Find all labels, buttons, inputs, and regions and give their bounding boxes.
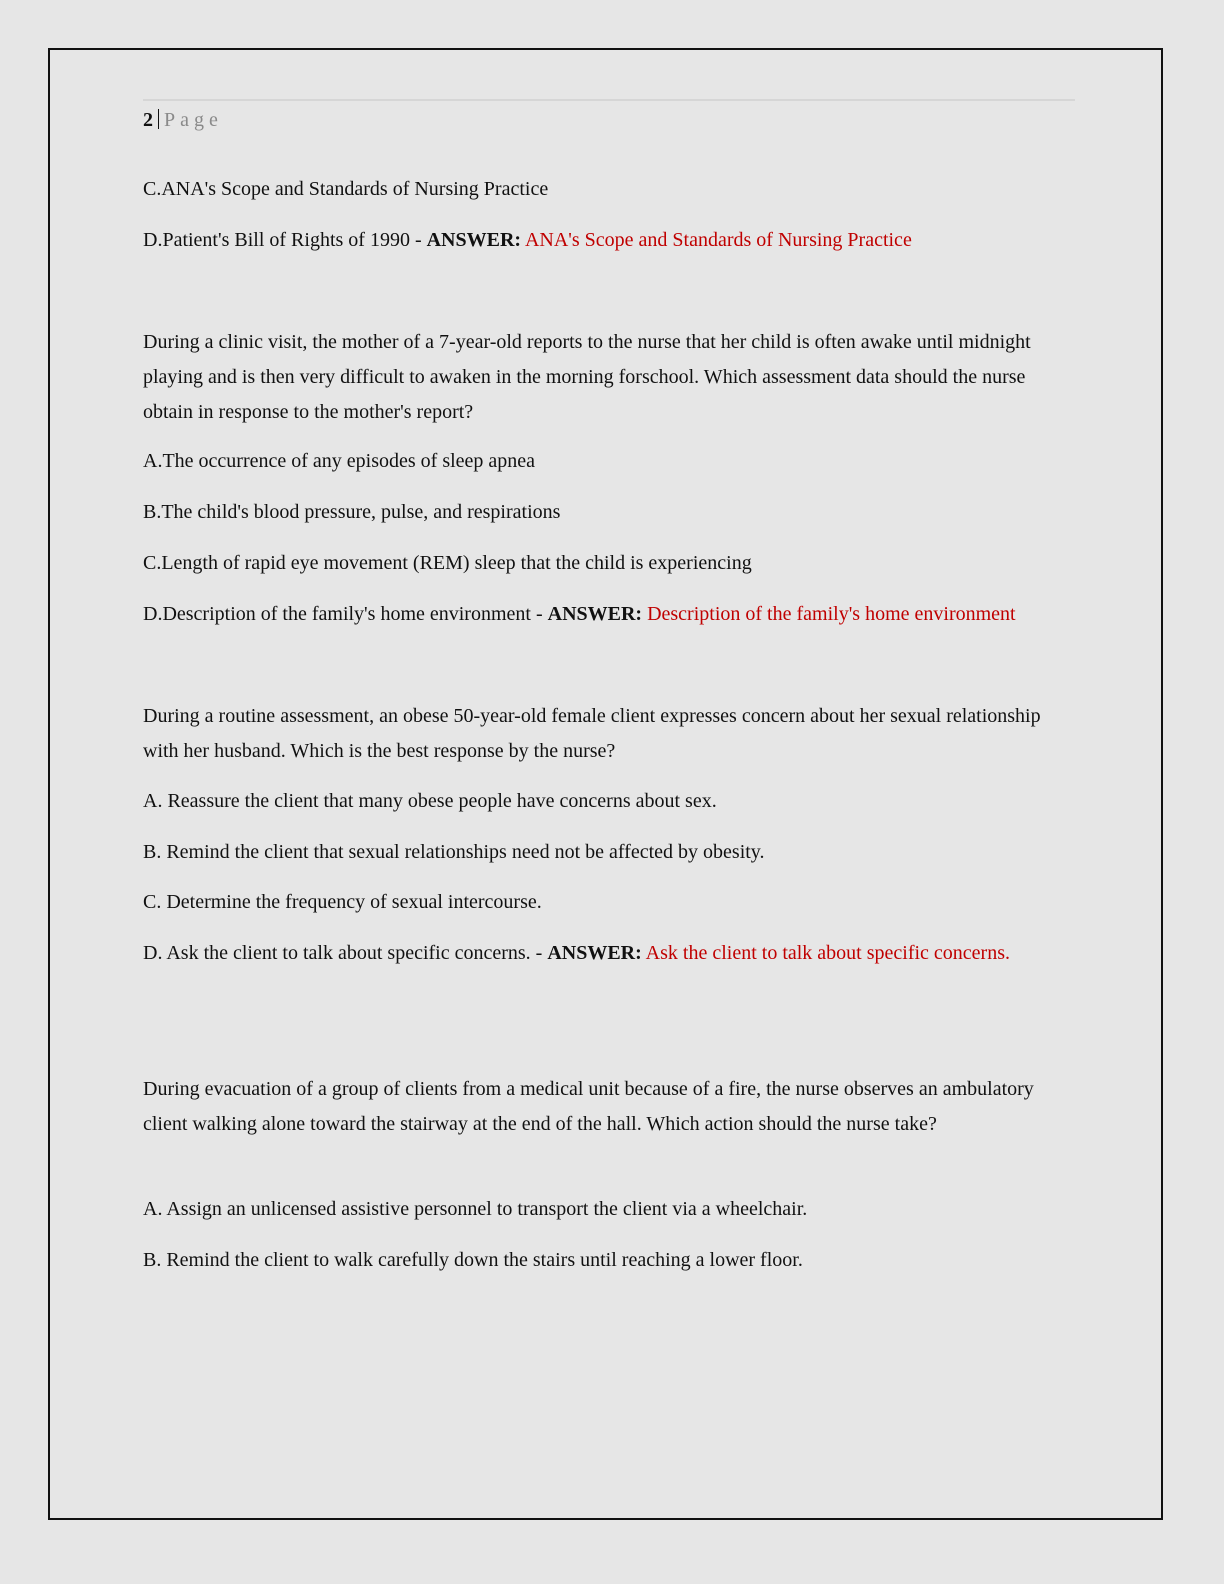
q2-answer-label: ANSWER: xyxy=(547,603,643,625)
q3-option-a: A. Reassure the client that many obese people have concerns about sex. xyxy=(143,790,717,812)
q2-option-a: A.The occurrence of any episodes of sleep apnea xyxy=(143,450,536,472)
q3-question: During a routine assessment, an obese 50-year-old female client expresses concern about her sexual relationship with her husband. Which is the best response by the nurse? xyxy=(143,705,1041,762)
q3-option-d xyxy=(143,936,1013,971)
q2-question: During a clinic visit, the mother of a 7-year-old reports to the nurse that her child is often awake until midnight playing and is then very difficult to awaken in the morning forschool. Which assessment data should the nurse obtain in response to the mother's report? xyxy=(143,331,1031,423)
page-header xyxy=(143,106,223,134)
q1-option-d xyxy=(143,223,912,258)
q4-option-b: B. Remind the client to walk carefully down the stairs until reaching a lower floor. xyxy=(143,1249,803,1271)
q4-question: During evacuation of a group of clients from a medical unit because of a fire, the nurse observes an ambulatory client walking alone toward the stairway at the end of the hall. Which action should the nurse take? xyxy=(143,1078,1034,1135)
q3-option-d-text: D. Ask the client to talk about specific concerns. - xyxy=(143,942,548,964)
page-label: Page xyxy=(164,109,223,131)
q2-option-c: C.Length of rapid eye movement (REM) sleep that the child is experiencing xyxy=(143,552,752,574)
q3-option-c: C. Determine the frequency of sexual intercourse. xyxy=(143,891,542,913)
q2-option-d-text: D.Description of the family's home environment - xyxy=(143,603,548,625)
q1-option-c: C.ANA's Scope and Standards of Nursing Practice xyxy=(143,178,549,200)
q4-option-a: A. Assign an unlicensed assistive personnel to transport the client via a wheelchair. xyxy=(143,1198,808,1220)
header-rule xyxy=(143,99,1075,101)
q3-option-b: B. Remind the client that sexual relationships need not be affected by obesity. xyxy=(143,841,765,863)
q1-option-d-text: D.Patient's Bill of Rights of 1990 - xyxy=(143,229,427,251)
q2-option-d xyxy=(143,597,1016,632)
q3-answer-text: Ask the client to talk about specific concerns. xyxy=(641,942,1011,964)
q2-option-b: B.The child's blood pressure, pulse, and respirations xyxy=(143,501,561,523)
page-separator xyxy=(158,109,159,129)
q1-answer-label: ANSWER: xyxy=(426,229,522,251)
page-number: 2 xyxy=(143,109,153,131)
q1-answer-text: ANA's Scope and Standards of Nursing Practice xyxy=(521,229,912,251)
q2-answer-text: Description of the family's home environment xyxy=(642,603,1016,625)
q3-answer-label: ANSWER: xyxy=(547,942,642,964)
